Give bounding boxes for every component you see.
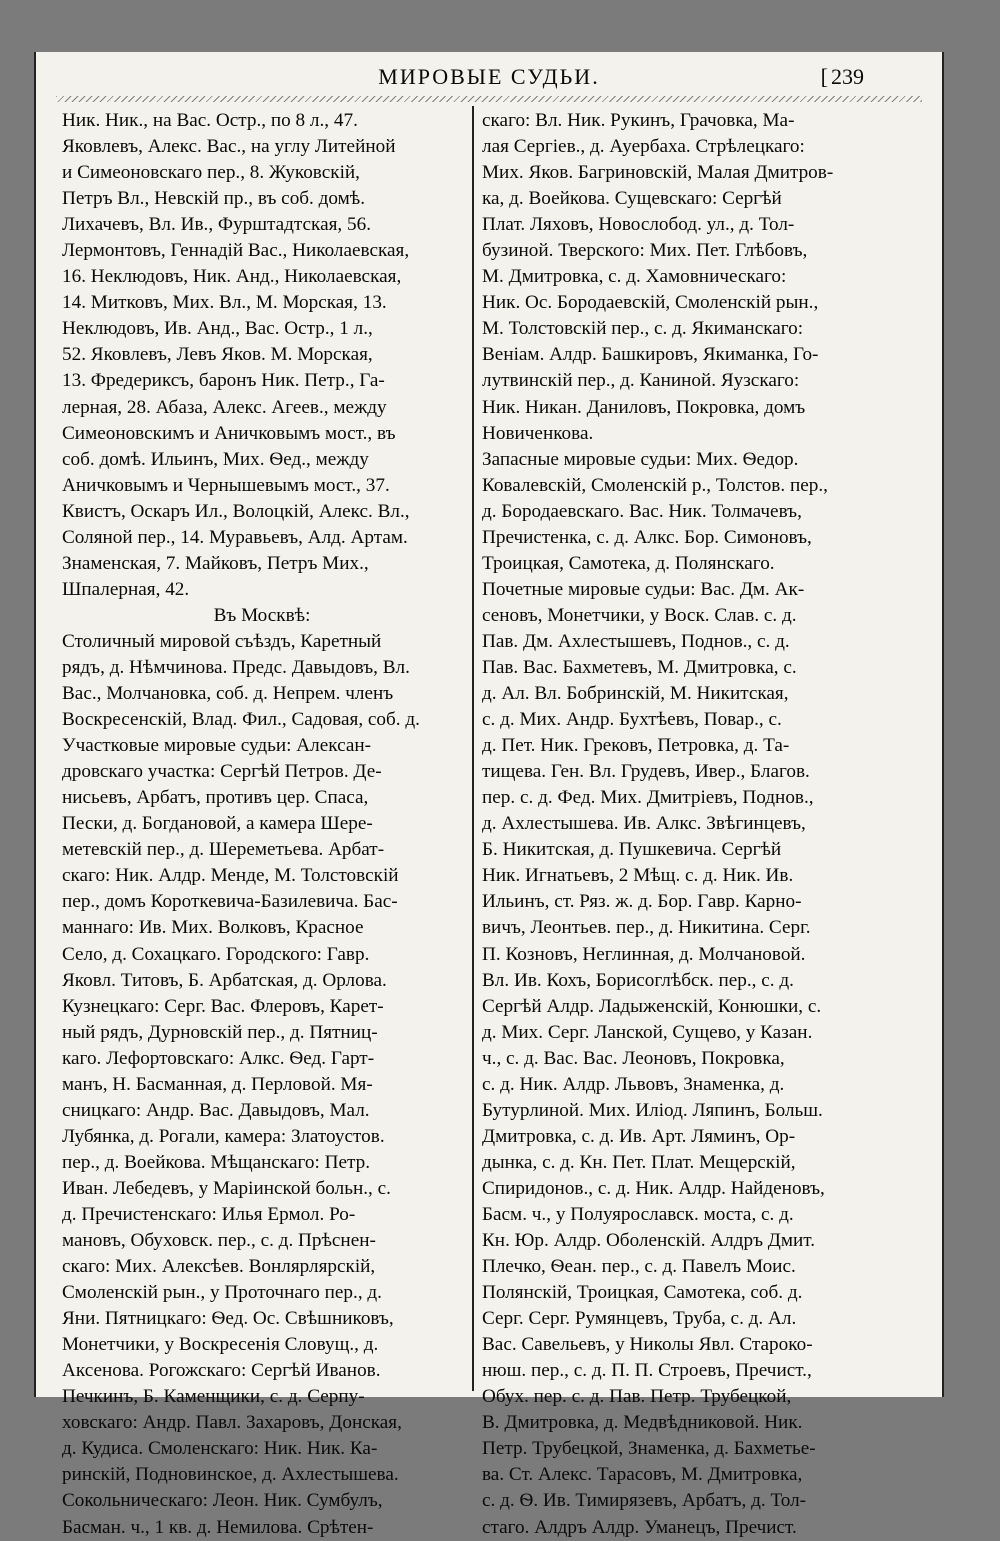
text-line: с. д. Мих. Андр. Бухтѣевъ, Повар., с.: [482, 709, 782, 731]
text-line: пер. с. д. Фед. Мих. Дмитріевъ, Поднов.,: [482, 787, 814, 809]
text-line: сницкаго: Андр. Вас. Давыдовъ, Мал.: [62, 1099, 370, 1121]
text-line: Лермонтовъ, Геннадій Вас., Николаевская,: [62, 240, 410, 262]
text-line: Запасные мировые судьи: Мих. Ѳедор.: [482, 448, 799, 470]
text-line: Почетные мировые судьи: Вас. Дм. Ак-: [482, 578, 805, 600]
left-column: [62, 108, 462, 1541]
text-line: Монетчики, у Воскресенія Словущ., д.: [62, 1334, 379, 1356]
text-line: Яни. Пятницкаго: Ѳед. Ос. Свѣшниковъ,: [62, 1308, 394, 1330]
text-line: Троицкая, Самотека, д. Полянскаго.: [482, 552, 775, 574]
text-line: тищева. Ген. Вл. Грудевъ, Ивер., Благов.: [482, 761, 810, 783]
text-line: сеновъ, Монетчики, у Воск. Слав. с. д.: [482, 604, 797, 626]
text-line: Неклюдовъ, Ив. Анд., Вас. Остр., 1 л.,: [62, 318, 373, 340]
text-line: Ковалевскій, Смоленскій р., Толстов. пер.,: [482, 474, 828, 496]
text-line: рядъ, д. Нѣмчинова. Предс. Давыдовъ, Вл.: [62, 656, 410, 678]
text-line: ховскаго: Андр. Павл. Захаровъ, Донская,: [62, 1412, 402, 1434]
text-line: Басм. ч., у Полуярославск. моста, с. д.: [482, 1203, 794, 1225]
text-line: Пав. Вас. Бахметевъ, М. Дмитровка, с.: [482, 656, 797, 678]
text-line: Пречистенка, с. д. Алкс. Бор. Симоновъ,: [482, 526, 812, 548]
text-line: д. Пречистенскаго: Илья Ермол. Ро-: [62, 1203, 356, 1225]
text-line: с. д. Ѳ. Ив. Тимирязевъ, Арбатъ, д. Тол-: [482, 1490, 807, 1512]
text-line: вичъ, Леонтьев. пер., д. Никитина. Серг.: [482, 917, 811, 939]
text-line: пер., домъ Короткевича-Базилевича. Бас-: [62, 891, 398, 913]
text-line: Сергѣй Алдр. Ладыженскій, Конюшки, с.: [482, 995, 822, 1017]
running-title: МИРОВЫЕ СУДЬИ.: [378, 64, 600, 89]
text-line: нисьевъ, Арбатъ, противъ цер. Спаса,: [62, 787, 369, 809]
text-line: Симеоновскимъ и Аничковымъ мост., въ: [62, 422, 396, 444]
text-line: Б. Никитская, д. Пушкевича. Сергѣй: [482, 839, 782, 861]
text-line: Иван. Лебедевъ, у Маріинской больн., с.: [62, 1177, 391, 1199]
text-line: скаго: Мих. Алексѣев. Вонлярлярскій,: [62, 1256, 376, 1278]
text-line: Кузнецкаго: Серг. Вас. Флеровъ, Карет-: [62, 995, 384, 1017]
column-divider: [472, 106, 474, 1391]
text-line: Въ Москвѣ:: [213, 604, 311, 626]
text-line: скаго: Вл. Ник. Рукинъ, Грачовка, Ма-: [482, 110, 795, 131]
page-number: [ 239: [820, 64, 864, 89]
text-line: Петр. Трубецкой, Знаменка, д. Бахметье-: [482, 1438, 816, 1460]
text-line: и Симеоновскаго пер., 8. Жуковскій,: [62, 162, 360, 184]
text-line: Печкинъ, Б. Каменщики, с. д. Серпу-: [62, 1386, 365, 1408]
text-line: маннаго: Ив. Мих. Волковъ, Красное: [62, 917, 364, 939]
text-line: Бутурлиной. Мих. Иліод. Ляпинъ, Больш.: [482, 1099, 823, 1121]
text-line: М. Толстовскій пер., с. д. Якиманскаго:: [482, 318, 804, 340]
header-rule: [56, 96, 922, 102]
text-line: каго. Лефортовскаго: Алкс. Ѳед. Гарт-: [62, 1047, 375, 1069]
text-line: дынка, с. д. Кн. Пет. Плат. Мещерскій,: [482, 1151, 796, 1173]
text-line: Сокольническаго: Леон. Ник. Сумбулъ,: [62, 1490, 383, 1512]
text-line: дровскаго участка: Сергѣй Петров. Де-: [62, 761, 382, 783]
text-line: Петръ Вл., Невскій пр., въ соб. домѣ.: [62, 188, 365, 210]
text-line: Вас. Савельевъ, у Николы Явл. Староко-: [482, 1334, 813, 1356]
text-line: ч., с. д. Вас. Вас. Леоновъ, Покровка,: [482, 1047, 785, 1069]
text-line: лая Сергіев., д. Ауербаха. Стрѣлецкаго:: [482, 136, 805, 158]
text-line: Спиридонов., с. д. Ник. Алдр. Найденовъ,: [482, 1177, 825, 1199]
text-line: Пав. Дм. Ахлестышевъ, Поднов., с. д.: [482, 630, 790, 652]
text-line: ва. Ст. Алекс. Тарасовъ, М. Дмитровка,: [482, 1464, 803, 1486]
text-line: Ник. Ос. Бородаевскій, Смоленскій рын.,: [482, 292, 819, 314]
text-line: В. Дмитровка, д. Медвѣдниковой. Ник.: [482, 1412, 803, 1434]
text-line: Лихачевъ, Вл. Ив., Фурштадтская, 56.: [62, 214, 372, 236]
text-line: П. Козновъ, Неглинная, д. Молчановой.: [482, 943, 806, 965]
text-line: ринскій, Подновинское, д. Ахлестышева.: [62, 1464, 399, 1486]
text-line: Веніам. Алдр. Башкировъ, Якиманка, Го-: [482, 344, 819, 366]
text-line: Яковл. Титовъ, Б. Арбатская, д. Орлова.: [62, 969, 387, 991]
text-line: Плечко, Ѳеан. пер., с. д. Павелъ Моис.: [482, 1256, 796, 1278]
text-line: Ильинъ, ст. Ряз. ж. д. Бор. Гавр. Карно-: [482, 891, 802, 913]
text-line: Новиченкова.: [482, 422, 594, 444]
text-line: Дмитровка, с. д. Ив. Арт. Ляминъ, Ор-: [482, 1125, 796, 1147]
text-line: бузиной. Тверского: Мих. Пет. Глѣбовъ,: [482, 240, 808, 262]
text-line: Ник. Никан. Даниловъ, Покровка, домъ: [482, 396, 806, 418]
text-line: Ник. Ник., на Вас. Остр., по 8 л., 47.: [62, 110, 358, 131]
text-line: Соляной пер., 14. Муравьевъ, Алд. Артам.: [62, 526, 408, 548]
text-line: Участковые мировые судьи: Алексан-: [62, 735, 371, 757]
text-line: лутвинскій пер., д. Каниной. Яузскаго:: [482, 370, 800, 392]
text-line: 14. Митковъ, Мих. Вл., М. Морская, 13.: [62, 292, 387, 314]
text-line: Село, д. Сохацкаго. Городского: Гавр.: [62, 943, 370, 965]
text-line: Вл. Ив. Кохъ, Борисоглѣбск. пер., с. д.: [482, 969, 794, 991]
text-line: манъ, Н. Басманная, д. Перловой. Мя-: [62, 1073, 373, 1095]
text-line: нюш. пер., с. д. П. П. Строевъ, Пречист.,: [482, 1360, 812, 1382]
text-line: 13. Фредериксъ, баронъ Ник. Петр., Га-: [62, 370, 385, 392]
text-line: 52. Яковлевъ, Левъ Яков. М. Морская,: [62, 344, 373, 366]
text-line: Знаменская, 7. Майковъ, Петръ Мих.,: [62, 552, 369, 574]
text-line: метевскій пер., д. Шереметьева. Арбат-: [62, 839, 385, 861]
text-line: 16. Неклюдовъ, Ник. Анд., Николаевская,: [62, 266, 402, 288]
text-line: Обух. пер. с. д. Пав. Петр. Трубецкой,: [482, 1386, 792, 1408]
text-line: Пески, д. Богдановой, а камера Шере-: [62, 813, 373, 835]
text-line: д. Мих. Серг. Ланской, Сущево, у Казан.: [482, 1021, 813, 1043]
text-line: Шпалерная, 42.: [62, 578, 190, 600]
text-line: ка, д. Воейкова. Сущевскаго: Сергѣй: [482, 188, 782, 210]
text-line: стаго. Алдръ Алдр. Уманецъ, Пречист.: [482, 1516, 797, 1538]
text-line: с. д. Ник. Алдр. Львовъ, Знаменка, д.: [482, 1073, 785, 1095]
text-line: Басман. ч., 1 кв. д. Немилова. Срѣтен-: [62, 1516, 374, 1538]
text-line: Лубянка, д. Рогали, камера: Златоустов.: [62, 1125, 385, 1147]
text-line: М. Дмитровка, с. д. Хамовническаго:: [482, 266, 787, 288]
text-line: Воскресенскій, Влад. Фил., Садовая, соб. д.: [62, 709, 420, 731]
text-line: пер., д. Воейкова. Мѣщанскаго: Петр.: [62, 1151, 370, 1173]
text-line: Серг. Серг. Румянцевъ, Труба, с. д. Ал.: [482, 1308, 797, 1330]
text-line: д. Кудиса. Смоленскаго: Ник. Ник. Ка-: [62, 1438, 378, 1460]
text-line: Яковлевъ, Алекс. Вас., на углу Литейной: [62, 136, 396, 158]
text-line: Кн. Юр. Алдр. Оболенскій. Алдръ Дмит.: [482, 1230, 816, 1252]
text-line: Аксенова. Рогожскаго: Сергѣй Иванов.: [62, 1360, 381, 1382]
text-line: Смоленскій рын., у Проточнаго пер., д.: [62, 1282, 382, 1304]
text-line: Квистъ, Оскаръ Ил., Волоцкій, Алекс. Вл.,: [62, 500, 410, 522]
book-page: [34, 52, 944, 1538]
text-line: скаго: Ник. Алдр. Менде, М. Толстовскій: [62, 865, 399, 887]
text-line: соб. домѣ. Ильинъ, Мих. Ѳед., между: [62, 448, 369, 470]
text-line: Плат. Ляховъ, Новослобод. ул., д. Тол-: [482, 214, 795, 236]
text-line: Столичный мировой съѣздъ, Каретный: [62, 630, 382, 652]
text-line: д. Ал. Вл. Бобринскій, М. Никитская,: [482, 683, 789, 705]
text-line: лерная, 28. Абаза, Алекс. Агеев., между: [62, 396, 387, 418]
text-line: ный рядъ, Дурновскій пер., д. Пятниц-: [62, 1021, 378, 1043]
text-line: д. Пет. Ник. Грековъ, Петровка, д. Та-: [482, 735, 790, 757]
text-line: д. Бородаевскаго. Вас. Ник. Толмачевъ,: [482, 500, 802, 522]
page-number-value: 239: [831, 64, 864, 89]
text-line: д. Ахлестышева. Ив. Алкс. Звѣгинцевъ,: [482, 813, 806, 835]
text-line: Вас., Молчановка, соб. д. Непрем. членъ: [62, 683, 394, 705]
text-line: Ник. Игнатьевъ, 2 Мѣщ. с. д. Ник. Ив.: [482, 865, 794, 887]
right-column: [482, 108, 892, 1541]
text-line: мановъ, Обуховск. пер., с. д. Прѣснен-: [62, 1230, 376, 1252]
text-line: Аничковымъ и Чернышевымъ мост., 37.: [62, 474, 390, 496]
page-header: [36, 60, 942, 96]
text-line: Полянскій, Троицкая, Самотека, соб. д.: [482, 1282, 803, 1304]
text-line: Мих. Яков. Багриновскій, Малая Дмитров-: [482, 162, 834, 184]
